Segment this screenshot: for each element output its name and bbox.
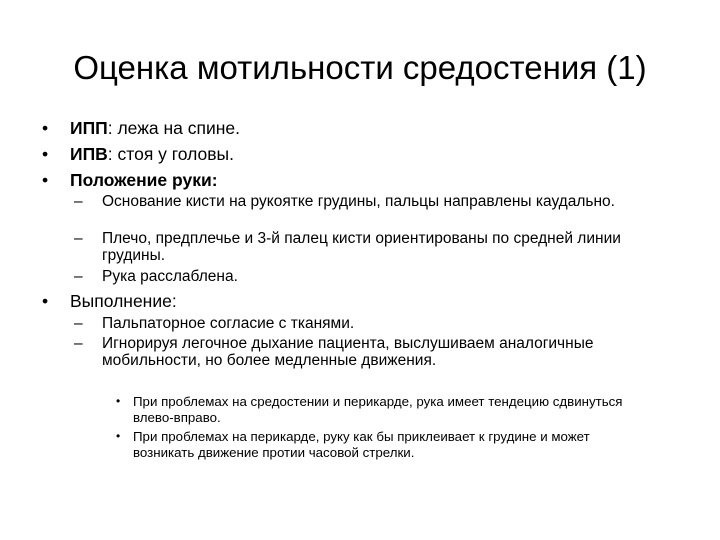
bullet-icon: • [116,394,121,408]
item-text: : стоя у головы. [107,144,234,164]
sub-item [74,193,662,211]
sub-item-text: Плечо, предплечье и 3-й палец кисти ориентированы по средней линии грудины. [102,230,621,264]
bullet-icon: • [42,144,49,164]
bullet-icon: • [42,118,49,138]
sub-item [74,230,662,264]
sub-item [74,315,662,333]
dash-icon: – [74,193,83,210]
slide-title: Оценка мотильности средостения (1) [73,49,647,86]
dash-icon: – [74,268,83,285]
item-label: Положение руки: [70,170,218,190]
sub-item-text: Рука расслаблена. [102,268,238,285]
note-text: При проблемах на перикарде, руку как бы приклеивает к грудине и может возникать движение протии часовой стрелки. [133,429,590,460]
sub-item-text: Основание кисти на рукоятке грудины, пальцы направлены каудально. [102,193,615,210]
sub-item-text: Пальпаторное согласие с тканями. [102,315,355,332]
note-text: При проблемах на средостении и перикарде, рука имеет тендецию сдвинуться влево-вправо. [133,394,623,425]
note-item [116,394,653,425]
bullet-icon: • [42,291,49,311]
dash-icon: – [74,315,83,332]
sub-item [74,335,622,369]
item-label: Выполнение: [70,291,177,311]
item-label: ИПВ [70,144,108,164]
bullet-icon: • [42,170,49,190]
bullet-icon: • [116,429,121,443]
sub-item [74,268,662,286]
list-item-ipp [42,118,241,139]
note-item [116,429,643,460]
list-item-execution [42,291,177,312]
list-item-ipv [42,144,234,165]
item-text: : лежа на спине. [107,118,241,138]
item-label: ИПП [70,118,108,138]
dash-icon: – [74,230,83,247]
sub-item-text: Игнорируя легочное дыхание пациента, выслушиваем аналогичные мобильности, но более медленные движения. [102,335,594,369]
dash-icon: – [74,335,83,352]
list-item-hand-position [42,170,218,191]
